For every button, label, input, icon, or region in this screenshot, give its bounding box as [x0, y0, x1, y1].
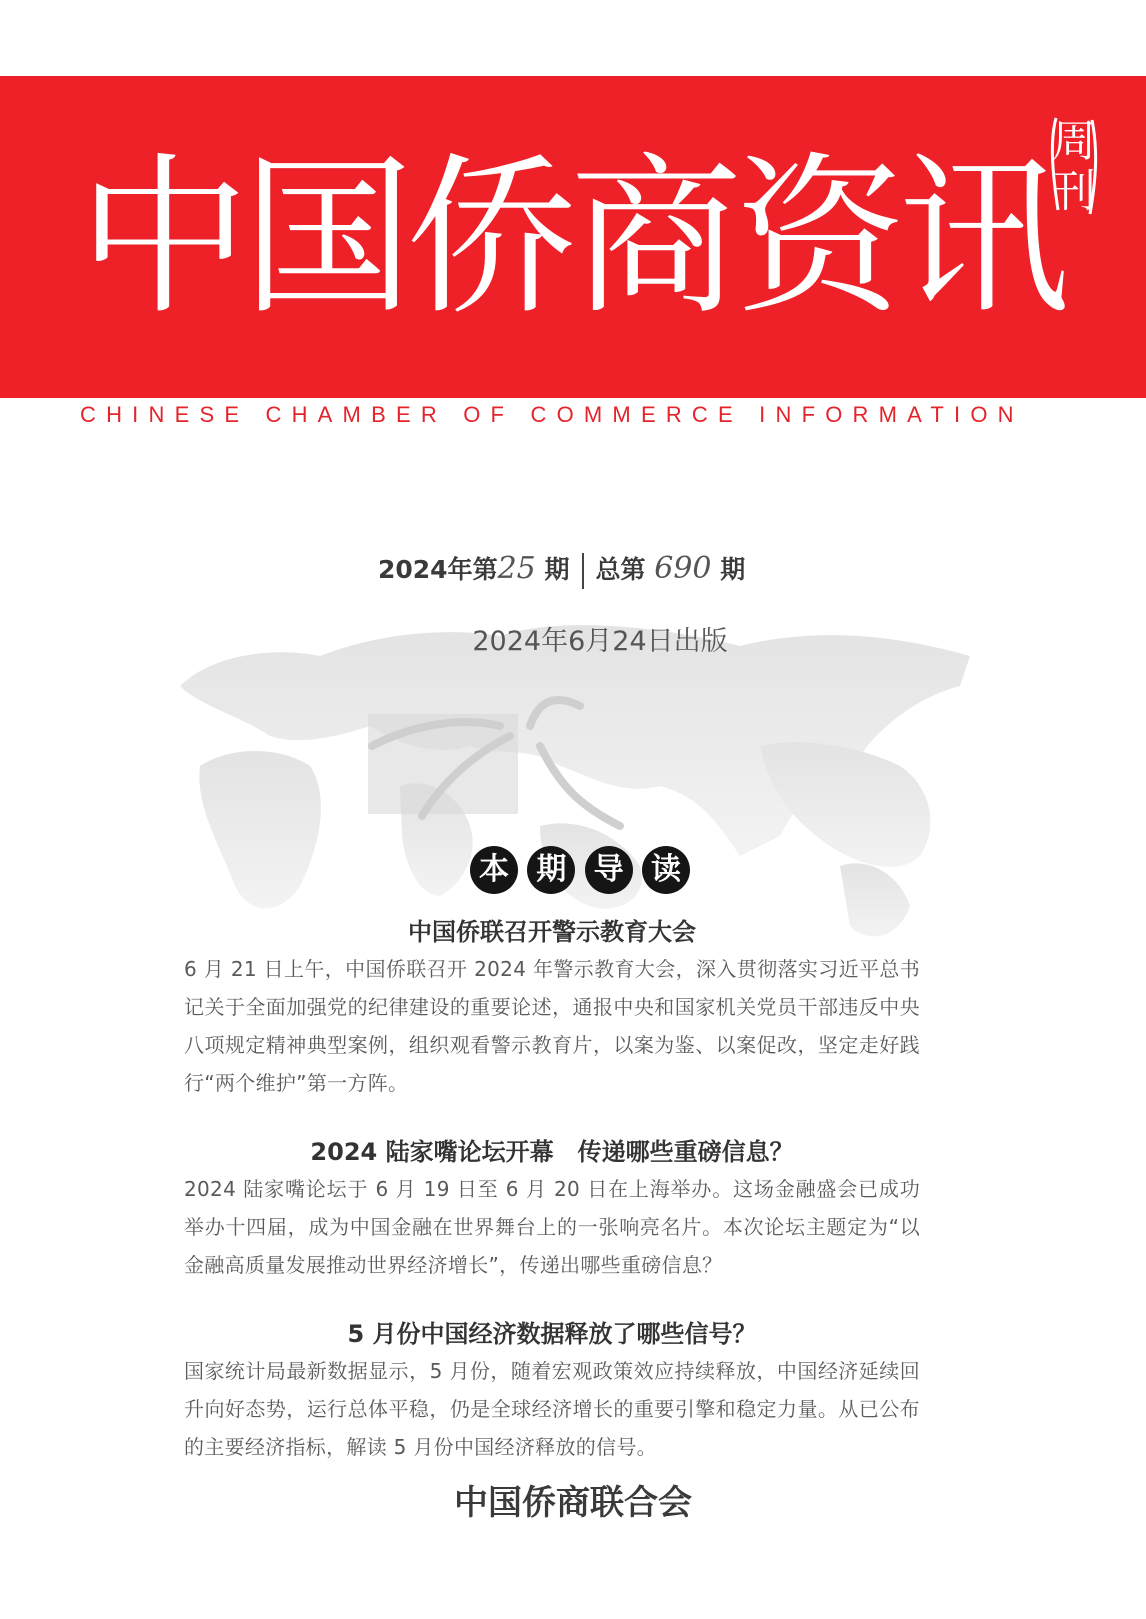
masthead-subtitle: CHINESE CHAMBER OF COMMERCE INFORMATION — [80, 402, 1024, 427]
article-summary: 2024 陆家嘴论坛于 6 月 19 日至 6 月 20 日在上海举办。这场金融盛会已成功举办十四届，成为中国金融在世界舞台上的一张响亮名片。本次论坛主题定为“以金融高质量发展推动世界经济增长”，传递出哪些重磅信息？ — [184, 1177, 920, 1277]
article-item — [184, 914, 920, 1102]
article-item — [184, 1134, 920, 1284]
article-item — [184, 1316, 920, 1466]
toc-heading-char: 本 — [470, 846, 518, 894]
weekly-tag — [1046, 110, 1102, 222]
publisher-organization: 中国侨商联合会 — [454, 1483, 692, 1523]
issue-number: 25 — [497, 551, 536, 586]
weekly-tag-char: 周 — [1052, 116, 1096, 167]
article-title: 5 月份中国经济数据释放了哪些信号？ — [347, 1320, 757, 1348]
toc-heading-char: 读 — [642, 846, 690, 894]
publish-date: 2024年6月24日出版 — [472, 626, 728, 657]
toc-heading-char: 期 — [527, 846, 575, 894]
article-summary: 国家统计局最新数据显示，5 月份，随着宏观政策效应持续释放，中国经济延续回升向好态势，运行总体平稳，仍是全球经济增长的重要引擎和稳定力量。从已公布的主要经济指标，解读 5 月份中国经济释放的信号。 — [184, 1359, 920, 1459]
toc-heading — [470, 846, 690, 896]
article-title: 中国侨联召开警示教育大会 — [408, 918, 696, 946]
issue-number-line — [378, 546, 828, 592]
weekly-tag-char: 刊 — [1052, 166, 1096, 217]
article-summary: 6 月 21 日上午，中国侨联召开 2024 年警示教育大会，深入贯彻落实习近平总书记关于全面加强党的纪律建设的重要论述，通报中央和国家机关党员干部违反中央八项规定精神典型案例，组织观看警示教育片，以案为鉴、以案促改，坚定走好践行“两个维护”第一方阵。 — [184, 957, 920, 1095]
issue-separator — [582, 553, 584, 589]
total-issue-suffix: 期 — [720, 555, 746, 584]
total-issue-label: 总第 — [595, 555, 646, 584]
issue-suffix: 期 — [544, 555, 570, 584]
article-title: 2024 陆家嘴论坛开幕 传递哪些重磅信息？ — [310, 1138, 794, 1166]
toc-heading-char: 导 — [585, 846, 633, 894]
issue-year-label: 2024年第 — [378, 555, 498, 584]
masthead-title: 中国侨商资讯 — [78, 137, 1062, 338]
total-issue-number: 690 — [654, 551, 712, 586]
